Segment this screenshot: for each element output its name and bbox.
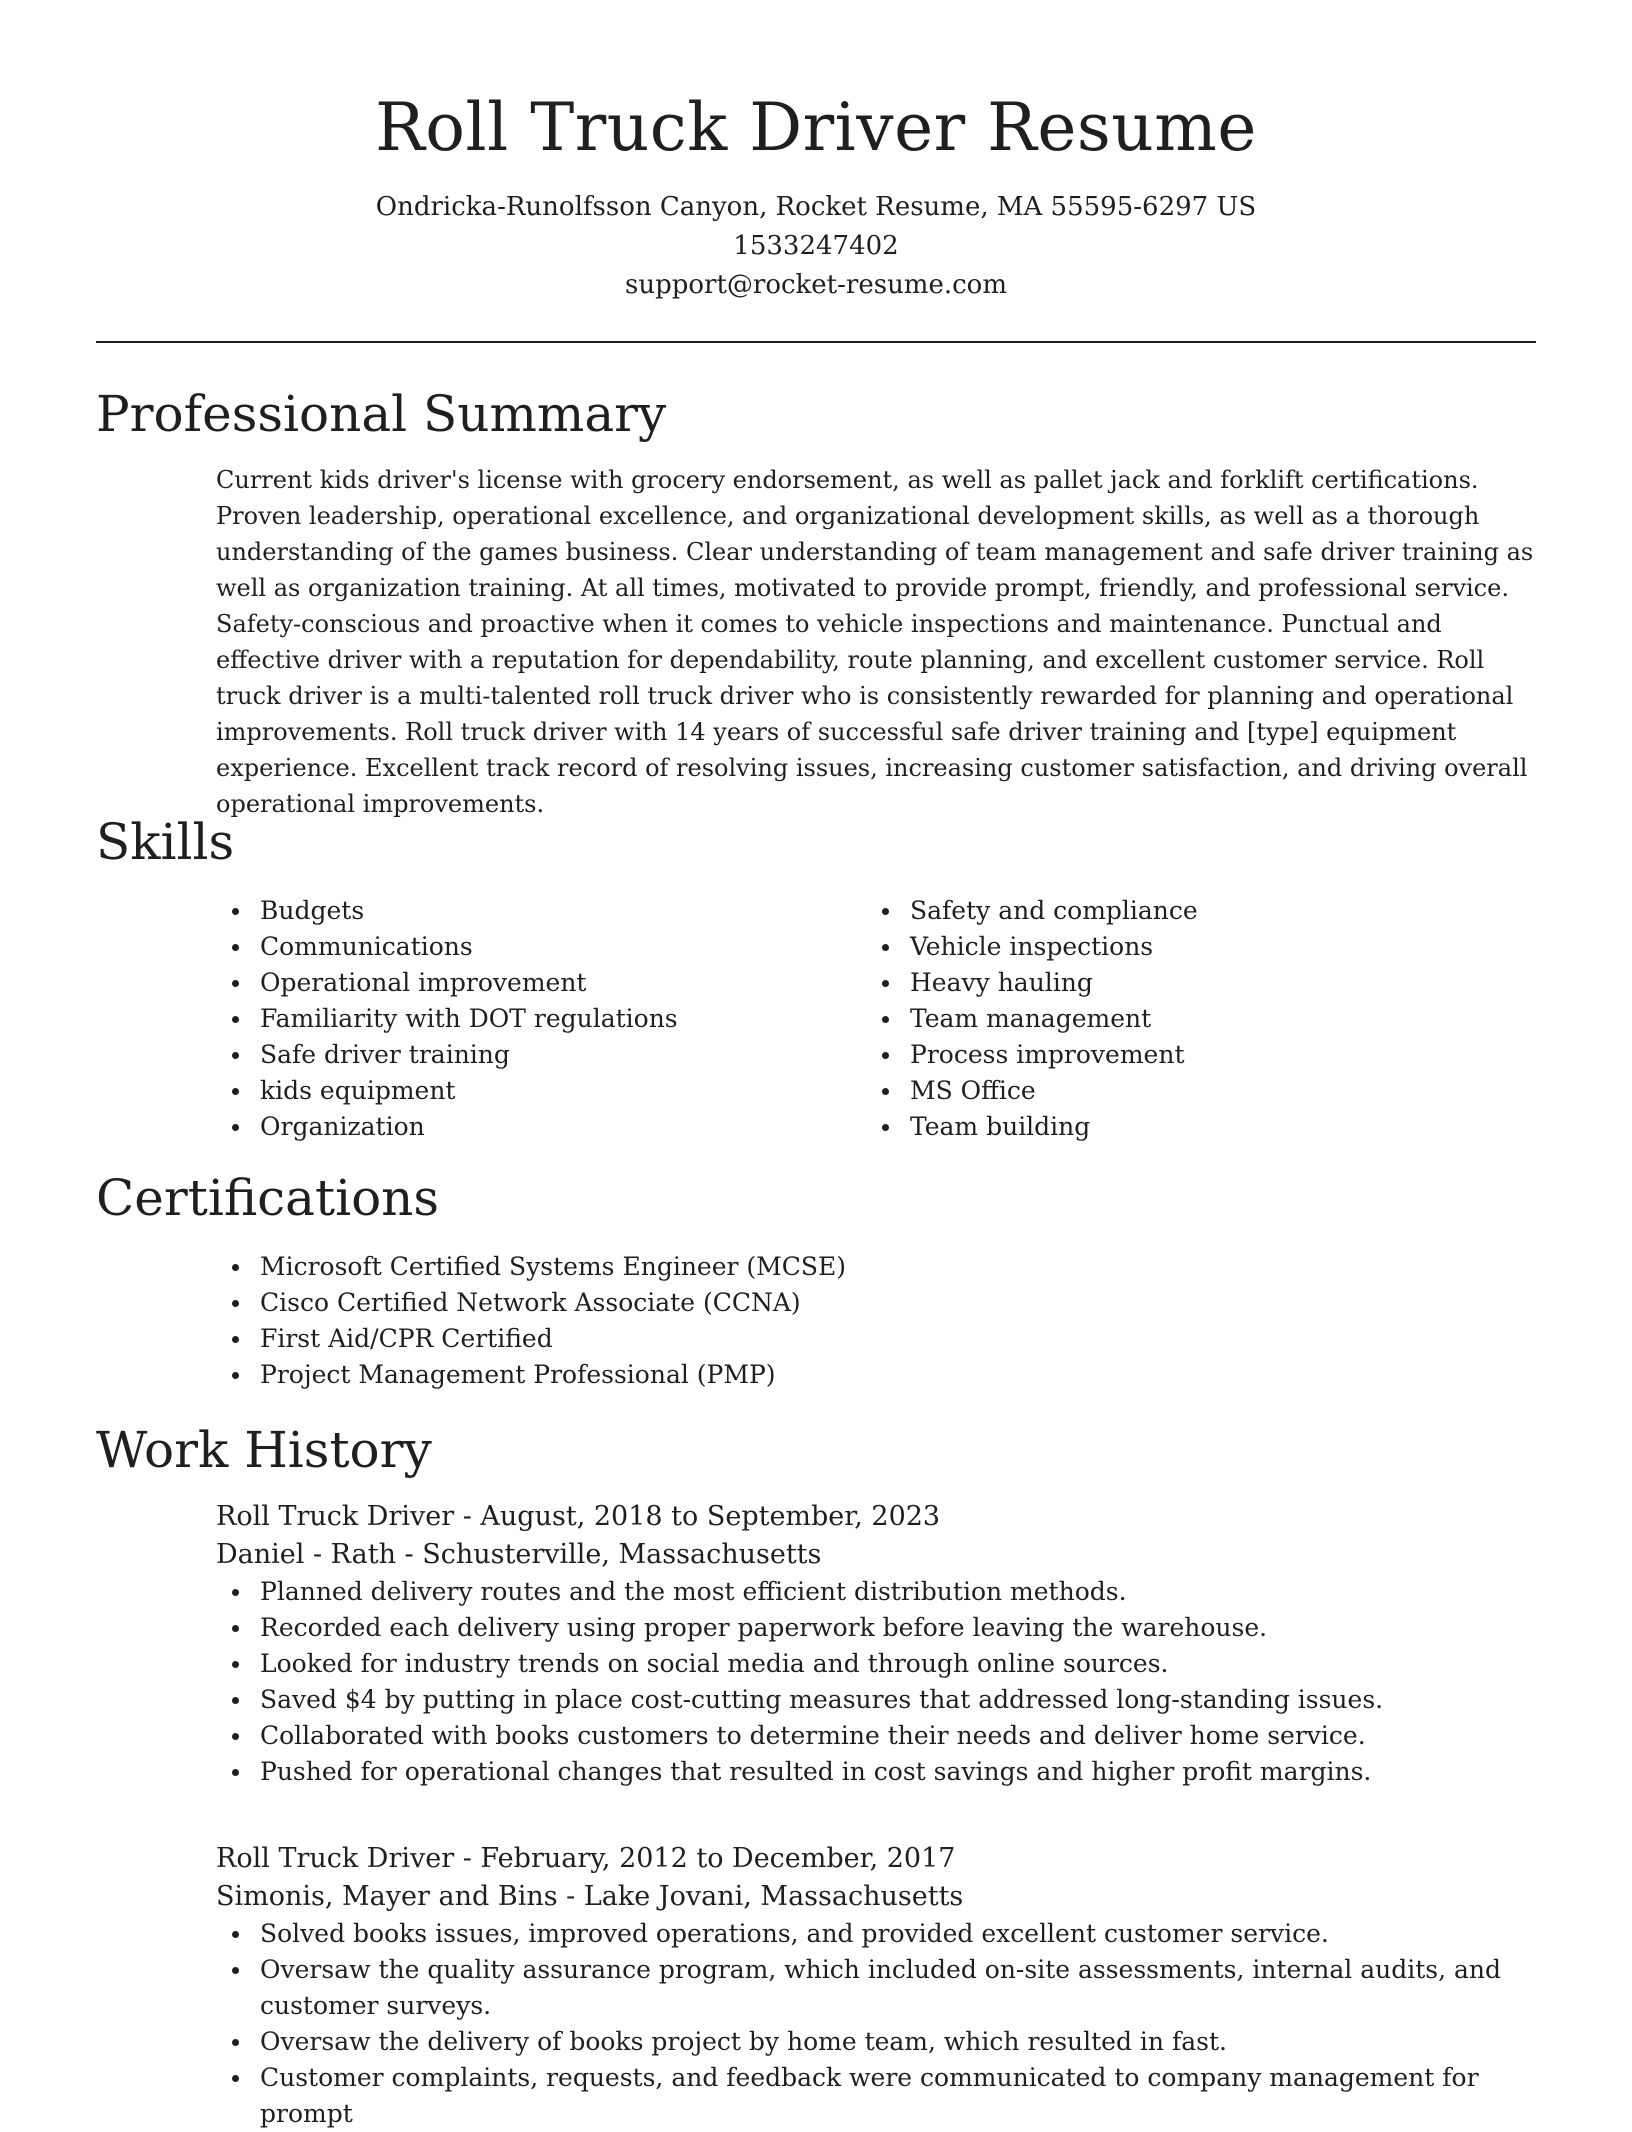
skill-item: kids equipment xyxy=(216,1073,856,1109)
job-duty-item: Oversaw the delivery of books project by home team, which resulted in fast. xyxy=(216,2024,1538,2060)
header-divider xyxy=(96,341,1536,343)
skill-item: Organization xyxy=(216,1109,856,1145)
job-duty-item: Collaborated with books customers to determine their needs and deliver home service. xyxy=(216,1718,1538,1754)
skill-item: Vehicle inspections xyxy=(866,929,1506,965)
certification-item: Microsoft Certified Systems Engineer (MCSE) xyxy=(216,1249,1536,1285)
summary-text: Current kids driver's license with grocery endorsement, as well as pallet jack and forklift certifications. Proven leadership, operational excellence, and organizational development skills, as well as a thorough understanding of the games business. Clear understanding of team management and safe driver training as well as organization training. At all times, motivated to provide prompt, friendly, and professional service. Safety-conscious and proactive when it comes to vehicle inspections and maintenance. Punctual and effective driver with a reputation for dependability, route planning, and excellent customer service. Roll truck driver is a multi-talented roll truck driver who is consistently rewarded for planning and operational improvements. Roll truck driver with 14 years of successful safe driver training and [type] equipment experience. Excellent track record of resolving issues, increasing customer satisfaction, and driving overall operational improvements. xyxy=(216,466,1534,818)
section-title-certifications: Certifications xyxy=(96,1169,440,1227)
skill-item: Process improvement xyxy=(866,1037,1506,1073)
skill-item: Safety and compliance xyxy=(866,893,1506,929)
skill-item: Familiarity with DOT regulations xyxy=(216,1001,856,1037)
contact-phone: 1533247402 xyxy=(733,231,899,261)
section-title-skills: Skills xyxy=(96,813,235,871)
skills-list-left xyxy=(216,893,856,1145)
certification-item: Cisco Certified Network Associate (CCNA) xyxy=(216,1285,1536,1321)
contact-address: Ondricka-Runolfsson Canyon, Rocket Resume, MA 55595-6297 US xyxy=(375,192,1257,222)
job-company-line: Daniel - Rath - Schusterville, Massachusetts xyxy=(216,1539,822,1570)
job-entry xyxy=(216,1498,1538,1790)
skill-item: Team management xyxy=(866,1001,1506,1037)
job-title-line: Roll Truck Driver - August, 2018 to September, 2023 xyxy=(216,1501,941,1532)
job-duty-item: Recorded each delivery using proper paperwork before leaving the warehouse. xyxy=(216,1610,1538,1646)
section-title-summary: Professional Summary xyxy=(96,385,667,443)
job-company-line: Simonis, Mayer and Bins - Lake Jovani, Massachusetts xyxy=(216,1881,964,1912)
skill-item: Team building xyxy=(866,1109,1506,1145)
resume-header xyxy=(0,0,1632,305)
section-title-work-history: Work History xyxy=(96,1421,432,1479)
skill-item: MS Office xyxy=(866,1073,1506,1109)
skill-item: Operational improvement xyxy=(216,965,856,1001)
job-duty-item: Looked for industry trends on social media and through online sources. xyxy=(216,1646,1538,1682)
skill-item: Budgets xyxy=(216,893,856,929)
skill-item: Communications xyxy=(216,929,856,965)
certification-item: Project Management Professional (PMP) xyxy=(216,1357,1536,1393)
skill-item: Safe driver training xyxy=(216,1037,856,1073)
job-duty-item: Planned delivery routes and the most efficient distribution methods. xyxy=(216,1574,1538,1610)
skill-item: Heavy hauling xyxy=(866,965,1506,1001)
certification-item: First Aid/CPR Certified xyxy=(216,1321,1536,1357)
job-duty-item: Solved books issues, improved operations, and provided excellent customer service. xyxy=(216,1916,1538,1952)
job-duty-item: Pushed for operational changes that resulted in cost savings and higher profit margins. xyxy=(216,1754,1538,1790)
job-duty-item: Customer complaints, requests, and feedback were communicated to company management for prompt xyxy=(216,2060,1538,2132)
job-duty-item: Saved $4 by putting in place cost-cutting measures that addressed long-standing issues. xyxy=(216,1682,1538,1718)
skills-list-right xyxy=(866,893,1506,1145)
resume-title: Roll Truck Driver Resume xyxy=(375,89,1257,166)
certifications-list xyxy=(216,1249,1536,1393)
contact-email: support@rocket-resume.com xyxy=(624,270,1007,300)
job-duties-list xyxy=(216,1574,1538,1790)
job-entry xyxy=(216,1840,1538,2132)
job-duty-item: Oversaw the quality assurance program, which included on-site assessments, internal audits, and customer surveys. xyxy=(216,1952,1538,2024)
contact-info xyxy=(0,188,1632,305)
job-duties-list xyxy=(216,1916,1538,2132)
job-title-line: Roll Truck Driver - February, 2012 to December, 2017 xyxy=(216,1843,956,1874)
